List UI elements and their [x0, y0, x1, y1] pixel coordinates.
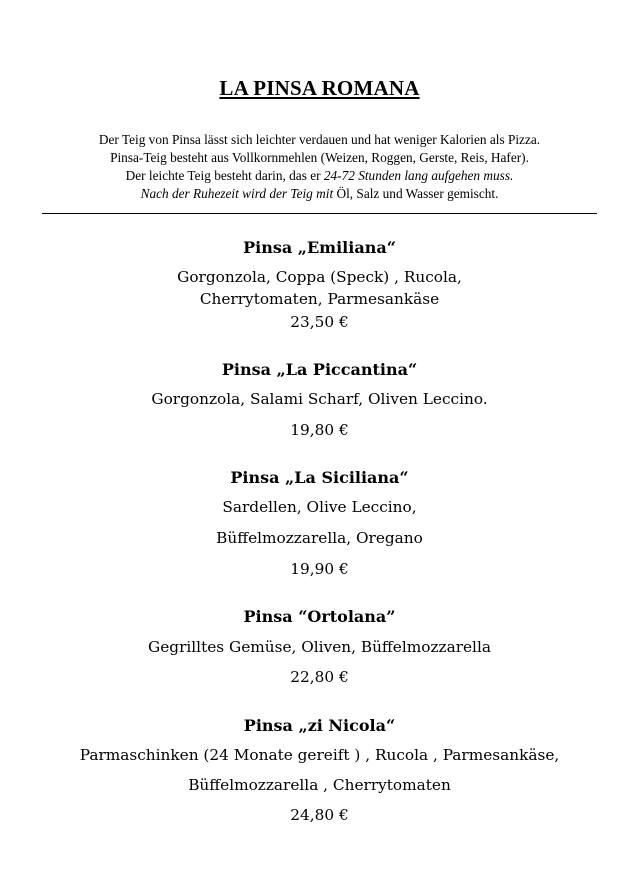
item-desc-zi-nicola-1: Parmaschinken (24 Monate gereift ) , Rucola , Parmesankäse,: [79, 746, 560, 764]
intro-line-4: [0, 185, 639, 203]
item-price-ortolana: 22,80 €: [290, 668, 349, 686]
intro-line-3: [0, 167, 639, 185]
item-price-emiliana: 23,50 €: [290, 313, 349, 331]
item-desc-zi-nicola-2: Büffelmozzarella , Cherrytomaten: [188, 776, 451, 794]
item-desc-ortolana-1: Gegrilltes Gemüse, Oliven, Büffelmozzarella: [148, 638, 491, 656]
item-name-zi-nicola: Pinsa „zi Nicola“: [243, 716, 396, 735]
item-name-siciliana: Pinsa „La Siciliana“: [230, 468, 409, 487]
item-price-zi-nicola: 24,80 €: [290, 806, 349, 824]
intro-text: [0, 131, 639, 203]
intro-line-3-start: Der leichte Teig besteht darin, das er: [125, 168, 324, 183]
intro-line-3-italic: 24-72 Stunden lang aufgehen muss.: [323, 168, 514, 183]
item-name-piccantina: Pinsa „La Piccantina“: [221, 360, 418, 379]
item-name-ortolana: Pinsa “Ortolana”: [243, 607, 396, 626]
intro-line-2: Pinsa-Teig besteht aus Vollkornmehlen (Weizen, Roggen, Gerste, Reis, Hafer).: [110, 150, 529, 165]
item-price-piccantina: 19,80 €: [290, 421, 349, 439]
item-name-emiliana: Pinsa „Emiliana“: [243, 238, 396, 257]
item-desc-emiliana-1: Gorgonzola, Coppa (Speck) , Rucola,: [177, 268, 462, 286]
item-desc-siciliana-2: Büffelmozzarella, Oregano: [216, 529, 423, 547]
page-title: LA PINSA ROMANA: [219, 76, 420, 100]
item-desc-emiliana-2: Cherrytomaten, Parmesankäse: [199, 290, 440, 308]
intro-line-4-italic: Nach der Ruhezeit wird der Teig mit: [140, 186, 337, 201]
item-desc-piccantina-1: Gorgonzola, Salami Scharf, Oliven Leccino.: [151, 390, 488, 408]
intro-line-4-end: Öl, Salz und Wasser gemischt.: [336, 186, 499, 201]
divider: [42, 213, 597, 214]
intro-line-1: Der Teig von Pinsa lässt sich leichter verdauen und hat weniger Kalorien als Pizza.: [98, 132, 541, 147]
item-price-siciliana: 19,90 €: [290, 560, 349, 578]
item-desc-siciliana-1: Sardellen, Olive Leccino,: [222, 498, 417, 516]
